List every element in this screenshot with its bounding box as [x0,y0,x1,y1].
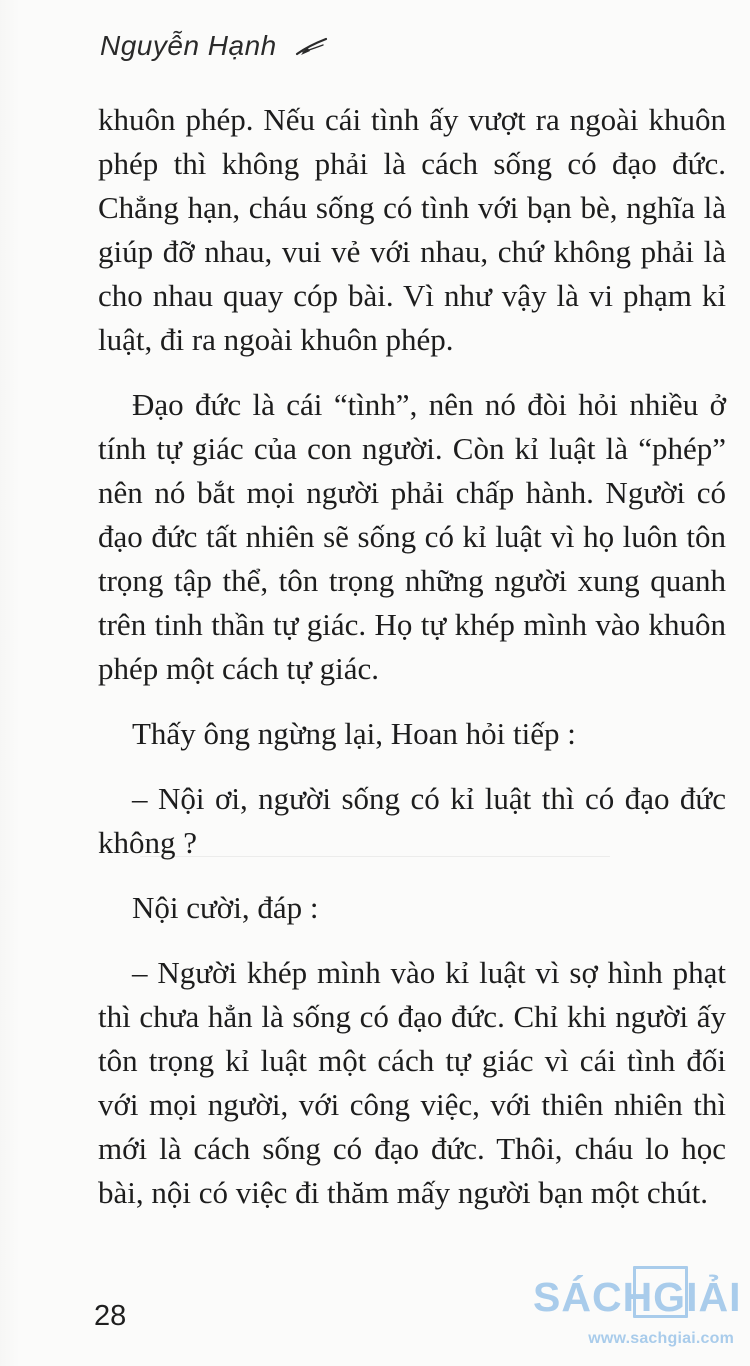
pen-nib-icon [295,32,329,64]
watermark-brand: SÁCHGIẢI [533,1274,742,1320]
paragraph-1: khuôn phép. Nếu cái tình ấy vượt ra ngoài khuôn phép thì không phải là cách sống có đạo đức. Chẳng hạn, cháu sống có tình với bạn bè, nghĩa là giúp đỡ nhau, vui vẻ với nhau, chứ không phải là cho nhau quay cóp bài. Vì như vậy là vi phạm kỉ luật, đi ra ngoài khuôn phép. [98,102,726,357]
watermark-logo [533,1272,742,1352]
paragraph-2: Đạo đức là cái “tình”, nên nó đòi hỏi nhiều ở tính tự giác của con người. Còn kỉ luật là “phép” nên nó bắt mọi người phải chấp hành. Người có đạo đức tất nhiên sẽ sống có kỉ luật vì họ luôn tôn trọng tập thể, tôn trọng những người xung quanh trên tinh thần tự giác. Họ tự khép mình vào khuôn phép một cách tự giác. [98,387,726,686]
paragraph-3: Thấy ông ngừng lại, Hoan hỏi tiếp : [132,716,576,751]
author-name: Nguyễn Hạnh [100,30,277,61]
paragraph-6: – Người khép mình vào kỉ luật vì sợ hình phạt thì chưa hẳn là sống có đạo đức. Chỉ khi người ấy tôn trọng kỉ luật một cách tự giác vì cái tình đối với mọi người, với công việc, với thiên nhiên thì mới là cách sống có đạo đức. Thôi, cháu lo học bài, nội có việc đi thăm mấy người bạn một chút. [98,955,726,1210]
body-text [98,98,726,1236]
page-crease [140,856,610,857]
paragraph-4: – Nội ơi, người sống có kỉ luật thì có đạo đức không ? [98,781,726,860]
paragraph-5: Nội cười, đáp : [132,890,319,925]
watermark-url: www.sachgiai.com [588,1330,734,1347]
running-header [100,30,329,64]
page-number: 28 [94,1300,127,1332]
